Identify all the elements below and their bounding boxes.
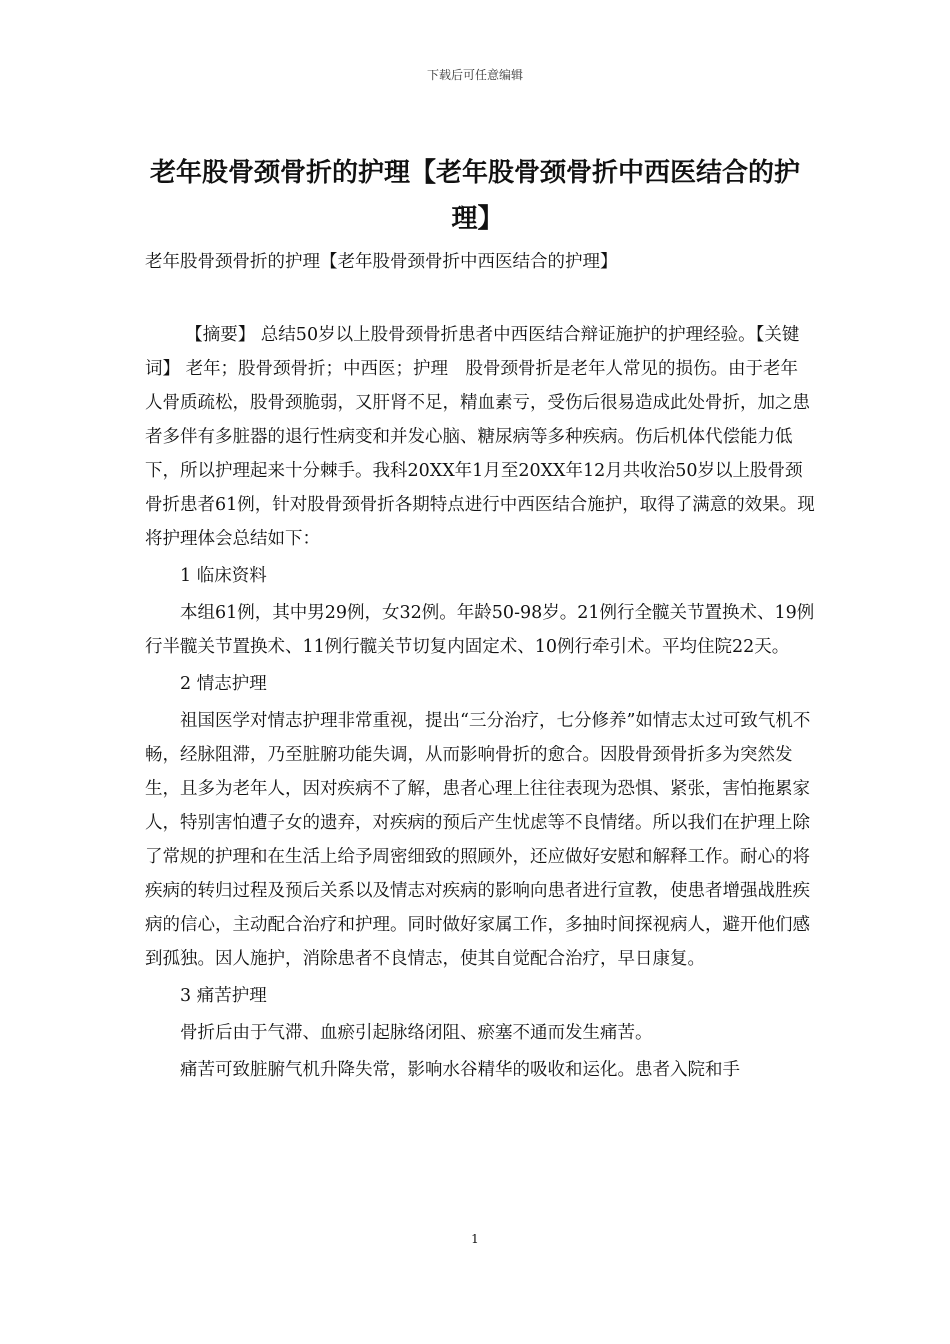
page-title bbox=[150, 150, 805, 242]
emotional-care-paragraph: 祖国医学对情志护理非常重视，提出“三分治疗，七分修养”如情志太过可致气机不畅，经脉阻滞，乃至脏腑功能失调，从而影响骨折的愈合。因股骨颈骨折多为突然发生，且多为老年人，因对疾病不了解，患者心理上往往表现为恐惧、紧张，害怕拖累家人，特别害怕遭子女的遗弃，对疾病的预后产生忧虑等不良情绪。所以我们在护理上除了常规的护理和在生活上给予周密细致的照顾外，还应做好安慰和解释工作。耐心的将疾病的转归过程及预后关系以及情志对疾病的影响向患者进行宣教，使患者增强战胜疾病的信心，主动配合治疗和护理。同时做好家属工作，多抽时间探视病人，避开他们感到孤独。因人施护，消除患者不良情志，使其自觉配合治疗，早日康复。 bbox=[145, 711, 811, 969]
clinical-data-paragraph: 本组61例，其中男29例，女32例。年龄50-98岁。21例行全髋关节置换术、19例行半髋关节置换术、11例行髋关节切复内固定术、10例行牵引术。平均住院22天。 bbox=[145, 603, 815, 657]
page-number: 1 bbox=[471, 1232, 479, 1246]
section-heading-pain-care: 3 痛苦护理 bbox=[180, 986, 267, 1006]
section-heading-clinical-data: 1 临床资料 bbox=[180, 566, 267, 586]
title-line-2: 理】 bbox=[451, 204, 504, 234]
pain-care-paragraph-2: 痛苦可致脏腑气机升降失常，影响水谷精华的吸收和运化。患者入院和手 bbox=[180, 1060, 740, 1080]
header-note: 下载后可任意编辑 bbox=[426, 68, 523, 82]
document-body bbox=[145, 318, 815, 1087]
subtitle: 老年股骨颈骨折的护理【老年股骨颈骨折中西医结合的护理】 bbox=[145, 252, 618, 272]
section-heading-emotional-care: 2 情志护理 bbox=[180, 674, 267, 694]
pain-care-paragraph-1: 骨折后由于气滞、血瘀引起脉络闭阻、瘀塞不通而发生痛苦。 bbox=[180, 1023, 653, 1043]
abstract-paragraph: 【摘要】 总结50岁以上股骨颈骨折患者中西医结合辩证施护的护理经验。【关键词】 老年；股骨颈骨折；中西医；护理 股骨颈骨折是老年人常见的损伤。由于老年人骨质疏松，股骨颈脆弱，又肝肾不足，精血素亏，受伤后很易造成此处骨折，加之患者多伴有多脏器的退行性病变和并发心脑、糖尿病等多种疾病。伤后机体代偿能力低下，所以护理起来十分棘手。我科20XX年1月至20XX年12月共收治50岁以上股骨颈骨折患者61例，针对股骨颈骨折各期特点进行中西医结合施护，取得了满意的效果。现将护理体会总结如下： bbox=[145, 325, 815, 549]
title-line-1: 老年股骨颈骨折的护理【老年股骨颈骨折中西医结合的护 bbox=[150, 158, 801, 188]
